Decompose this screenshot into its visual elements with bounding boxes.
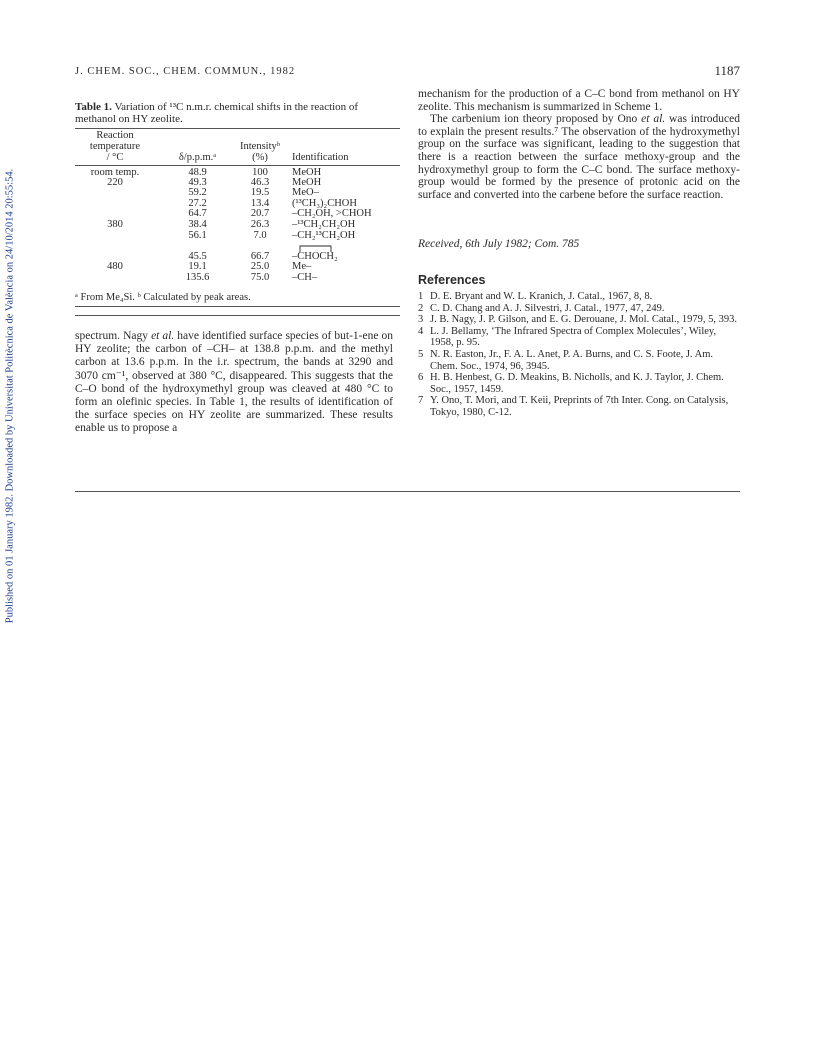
row-identification: Me– [292,261,312,272]
row-identification: MeOH [292,177,322,188]
row-identification: –CHOCH₂ [292,251,338,262]
header-intensity-1: Intensityᵇ [240,141,280,152]
references-list [418,291,740,419]
reference-number: 7 [418,395,424,407]
row-identification: (¹³CH₃)₂CHOH [292,198,357,209]
row-shift: 135.6 [185,272,210,283]
page-bottom-rule [75,491,740,492]
right-text-etal: et al. [641,113,666,126]
reference-text: C. D. Chang and A. J. Silvestri, J. Catal., 1977, 47, 249. [430,302,665,314]
row-shift: 27.2 [188,198,207,209]
reference-item [418,372,740,395]
row-temp: room temp. [90,167,140,178]
reference-text: L. J. Bellamy, ‘The Infrared Spectra of Complex Molecules’, Wiley, 1958, p. 95. [430,325,717,349]
reference-number: 2 [418,302,424,314]
row-intensity: 19.5 [250,187,270,198]
row-identification: MeO– [292,187,319,198]
row-identification: –¹³CH₂CH₂OH [292,219,356,230]
row-identification: –CH– [292,272,318,283]
reference-number: 5 [418,348,424,360]
row-identification: MeOH [292,167,322,178]
reference-text: N. R. Easton, Jr., F. A. L. Anet, P. A. Burns, and C. S. Foote, J. Am. Chem. Soc., 1974, 96, 3945. [430,348,713,372]
header-shift: δ/p.p.m.ᵃ [178,152,217,163]
right-text-b: was introduced to explain the present results.⁷ The observation of the hydroxymethyl group on the surface was significant, leading to the suggestion that there is a reaction between the surface methoxy-group and the hydroxymethyl group to form the C–C bond. The surface methoxy-group would be formed by the presence of protonic acid on the surface and converted into the carbene before the surface reaction. [418,113,740,201]
reference-item [418,349,740,372]
row-shift: 56.1 [188,230,207,241]
row-shift: 19.1 [188,261,207,272]
row-temp: 380 [107,219,123,230]
row-intensity: 26.3 [250,219,270,230]
row-intensity: 100 [252,167,268,178]
reference-number: 1 [418,291,424,302]
table-caption-text: Variation of ¹³C n.m.r. chemical shifts in the reaction of methanol on HY zeolite. [75,101,359,125]
row-intensity: 20.7 [250,208,270,219]
left-text-b: have identified surface species of but-1-ene on HY zeolite; the carbon of –CH– at 138.8 p.p.m. and the methyl carbon at 13.6 p.p.m. In the i.r. spectrum, the bands at 3290 and 3070 cm⁻¹, observed at 380 °C, disappeared. This suggests that the C–O bond of the hydroxymethyl group was cleaved at 480 °C to form an olefinic species. In Table 1, the results of identification of the surface species on HY zeolite are summarized. These results enable us to propose a [75,330,393,435]
row-shift: 45.5 [188,251,207,262]
row-intensity: 46.3 [250,177,270,188]
received-date: Received, 6th July 1982; Com. 785 [418,238,580,250]
table-footnote: ᵃ From Me₄Si. ᵇ Calculated by peak areas. [75,292,251,303]
reference-text: H. B. Henbest, G. D. Meakins, B. Nicholls, and K. J. Taylor, J. Chem. Soc., 1957, 1459. [430,372,724,395]
header-identification: Identification [292,152,349,163]
running-header: J. CHEM. SOC., CHEM. COMMUN., 1982 [75,66,296,77]
right-paragraph-2 [418,113,740,201]
row-temp: 220 [107,177,123,188]
right-column-text [418,88,740,201]
watermark-text: Published on 01 January 1982. Downloaded by Universitat Politècnica de València on 24/10/2014 20:55:54. [4,168,16,624]
left-text-a: spectrum. Nagy [75,330,152,342]
row-shift: 59.2 [188,187,207,198]
row-shift: 38.4 [188,219,207,230]
header-temp-3: / °C [106,152,124,163]
reference-text: J. B. Nagy, J. P. Gilson, and E. G. Derouane, J. Mol. Catal., 1979, 5, 393. [430,314,738,326]
row-shift: 49.3 [188,177,207,188]
left-text-etal: et al. [151,330,175,342]
header-intensity-2: (%) [252,152,268,163]
reference-text: D. E. Bryant and W. L. Kranich, J. Catal., 1967, 8, 8. [430,291,653,302]
reference-item [418,303,740,315]
right-text-a: The carbenium ion theory proposed by Ono [430,113,642,126]
reference-item [418,395,740,418]
reference-item [418,291,740,303]
row-intensity: 66.7 [250,251,270,262]
header-temp-2: temperature [89,141,141,152]
reference-number: 6 [418,372,424,384]
reference-item [418,326,740,349]
references-heading: References [418,273,486,287]
row-intensity: 13.4 [250,198,270,209]
row-identification: –CH₂¹³CH₂OH [292,230,356,241]
row-shift: 48.9 [188,167,207,178]
row-identification: –CH₂OH, >CHOH [292,208,372,219]
header-temp-1: Reaction [96,130,134,141]
row-intensity: 7.0 [253,230,267,241]
row-shift: 64.7 [188,208,207,219]
reference-number: 3 [418,314,424,326]
row-temp: 480 [107,261,123,272]
row-intensity: 25.0 [250,261,270,272]
reference-number: 4 [418,325,424,337]
row-intensity: 75.0 [250,272,270,283]
reference-item [418,314,740,326]
right-paragraph-1: mechanism for the production of a C–C bond from methanol on HY zeolite. This mechanism is summarized in Scheme 1. [418,88,740,113]
left-column-text [75,330,393,436]
table-label: Table 1. [75,101,112,113]
page-number: 1187 [714,63,740,78]
reference-text: Y. Ono, T. Mori, and T. Keii, Preprints of 7th Inter. Cong. on Catalysis, Tokyo, 1980, C-12. [430,395,729,418]
